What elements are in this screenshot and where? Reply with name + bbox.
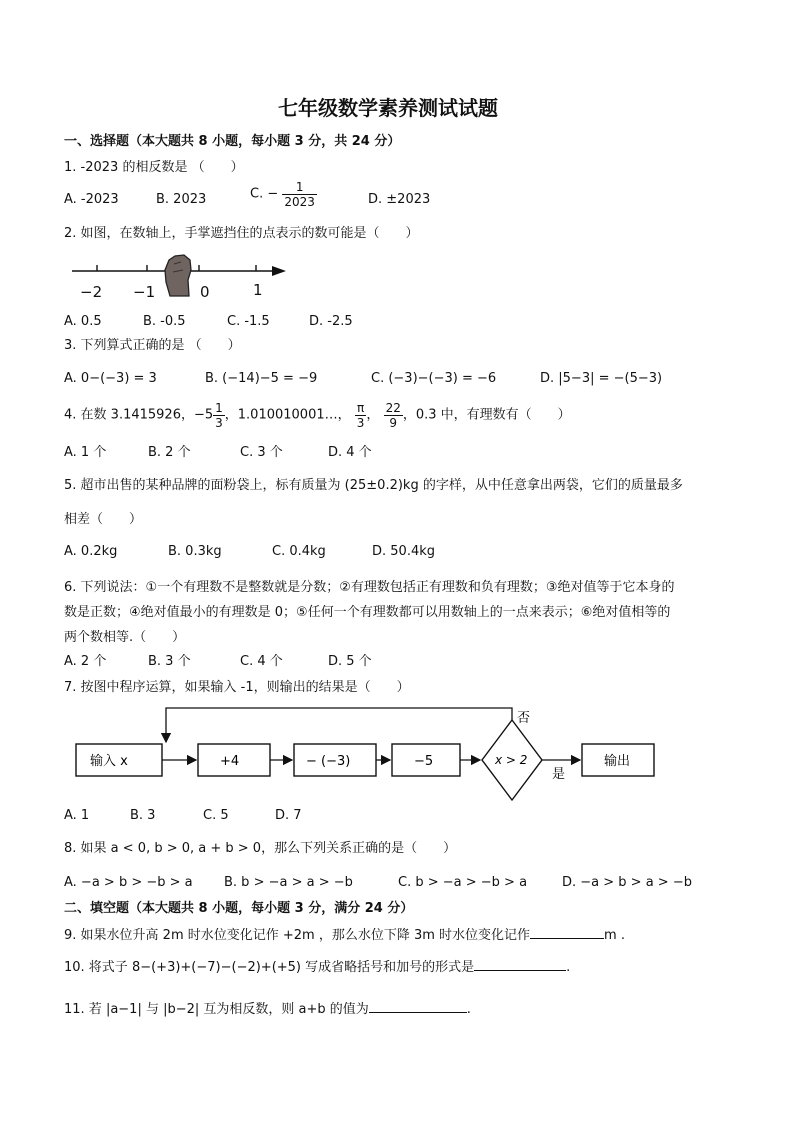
question-7-stem: 7. 按图中程序运算，如果输入 -1，则输出的结果是（ ） <box>64 680 410 695</box>
question-3-stem: 3. 下列算式正确的是 （ ） <box>64 338 241 353</box>
question-2-stem: 2. 如图，在数轴上，手掌遮挡住的点表示的数可能是（ ） <box>64 226 419 241</box>
question-2-option-c: C. -1.5 <box>227 314 270 329</box>
flow-step2-label: − (−3) <box>306 754 351 769</box>
question-6-option-d: D. 5 个 <box>328 654 372 669</box>
question-6-option-b: B. 3 个 <box>148 654 191 669</box>
question-5-option-d: D. 50.4kg <box>372 544 436 559</box>
question-6-line-1: 6. 下列说法：①一个有理数不是整数就是分数；②有理数包括正有理数和负有理数；③绝对值等于它本身的 <box>64 580 675 595</box>
fraction-pi-over-3: $\frac{\pi}{3}$ <box>356 401 365 430</box>
question-4-option-d: D. 4 个 <box>328 445 372 460</box>
tick-label-neg2: −2 <box>80 283 103 301</box>
question-3-option-c: C. (−3)−(−3) = −6 <box>371 371 497 386</box>
question-8-option-c: C. b > −a > −b > a <box>398 875 528 890</box>
question-7-option-c: C. 5 <box>203 808 229 823</box>
question-6-line-3: 两个数相等.（ ） <box>64 630 186 645</box>
question-6-option-c: C. 4 个 <box>240 654 283 669</box>
question-4-option-b: B. 2 个 <box>148 445 191 460</box>
question-5-option-a: A. 0.2kg <box>64 544 118 559</box>
question-1-stem: 1. -2023 的相反数是 （ ） <box>64 160 244 175</box>
answer-blank-11[interactable] <box>369 1000 467 1013</box>
answer-blank-10[interactable] <box>474 958 566 971</box>
question-5-option-b: B. 0.3kg <box>168 544 222 559</box>
question-5-option-c: C. 0.4kg <box>272 544 326 559</box>
question-8-option-a: A. −a > b > −b > a <box>64 875 193 890</box>
section-heading-choice: 一、选择题（本大题共 8 小题，每小题 3 分，共 24 分） <box>64 134 401 149</box>
question-8-option-b: B. b > −a > a > −b <box>224 875 353 890</box>
section-heading-fill-in: 二、填空题（本大题共 8 小题，每小题 3 分，满分 24 分） <box>64 901 414 916</box>
flow-step3-label: −5 <box>414 754 434 769</box>
question-2-option-a: A. 0.5 <box>64 314 102 329</box>
question-1-option-d: D. ±2023 <box>368 192 431 207</box>
flow-input-label: 输入 x <box>90 754 128 769</box>
question-6-option-a: A. 2 个 <box>64 654 107 669</box>
question-7-option-a: A. 1 <box>64 808 90 823</box>
page-title: 七年级数学素养测试试题 <box>278 96 498 120</box>
question-5-stem: 5. 超市出售的某种品牌的面粉袋上，标有质量为 (25±0.2)kg 的字样，从中任意拿出两袋，它们的质量最多 <box>64 478 683 493</box>
question-3-option-d: D. |5−3| = −(5−3) <box>540 371 663 386</box>
fraction-one-third: $\frac{1}{3}$ <box>215 401 223 430</box>
flow-no-label: 否 <box>517 711 531 726</box>
question-6-line-2: 数是正数；④绝对值最小的有理数是 0；⑤任何一个有理数都可以用数轴上的一点来表示；⑥绝对值相等的 <box>64 605 671 620</box>
question-4-option-c: C. 3 个 <box>240 445 283 460</box>
question-7-option-b: B. 3 <box>130 808 156 823</box>
fraction-1-over-2023: $\frac{1}{2023}$ <box>284 180 315 209</box>
question-10: 10. 将式子 8−(+3)+(−7)−(−2)+(+5) 写成省略括号和加号的形式是 . <box>64 960 571 975</box>
question-2-option-b: B. -0.5 <box>143 314 186 329</box>
question-3-option-a: A. 0−(−3) = 3 <box>64 371 157 386</box>
question-2-option-d: D. -2.5 <box>309 314 353 329</box>
answer-blank-9[interactable] <box>530 926 604 939</box>
question-4-stem: 4. 在数 3.1415926，−5 $\frac{1}{3}$ ，1.010010001…， $\frac{\pi}{3}$ ， $\frac{22}{9}$ ，0.3 中，有理数有（ ） <box>64 401 571 430</box>
tick-label-neg1: −1 <box>133 283 156 301</box>
question-4-option-a: A. 1 个 <box>64 445 107 460</box>
flowchart-figure <box>70 702 670 806</box>
flow-output-label: 输出 <box>604 754 631 769</box>
fraction-22-over-9: $\frac{22}{9}$ <box>385 401 401 430</box>
question-9: 9. 如果水位升高 2m 时水位变化记作 +2m ，那么水位下降 3m 时水位变化记作 m . <box>64 928 625 943</box>
flow-condition-label: x > 2 <box>495 753 528 767</box>
tick-label-1: 1 <box>253 281 263 299</box>
question-5-stem-cont: 相差（ ） <box>64 512 143 527</box>
flow-yes-label: 是 <box>552 767 566 782</box>
question-11: 11. 若 |a−1| 与 |b−2| 互为相反数，则 a+b 的值为 . <box>64 1002 471 1017</box>
question-8-option-d: D. −a > b > a > −b <box>562 875 692 890</box>
question-3-option-b: B. (−14)−5 = −9 <box>205 371 318 386</box>
question-1-option-b: B. 2023 <box>156 192 207 207</box>
tick-label-0: 0 <box>200 283 210 301</box>
question-8-stem: 8. 如果 a < 0, b > 0, a + b > 0，那么下列关系正确的是（ ） <box>64 841 457 856</box>
flow-step1-label: +4 <box>220 754 240 769</box>
question-1-option-a: A. -2023 <box>64 192 119 207</box>
palm-icon <box>165 255 191 296</box>
question-1-option-c: C. − $\frac{1}{2023}$ <box>250 180 315 209</box>
question-7-option-d: D. 7 <box>275 808 302 823</box>
